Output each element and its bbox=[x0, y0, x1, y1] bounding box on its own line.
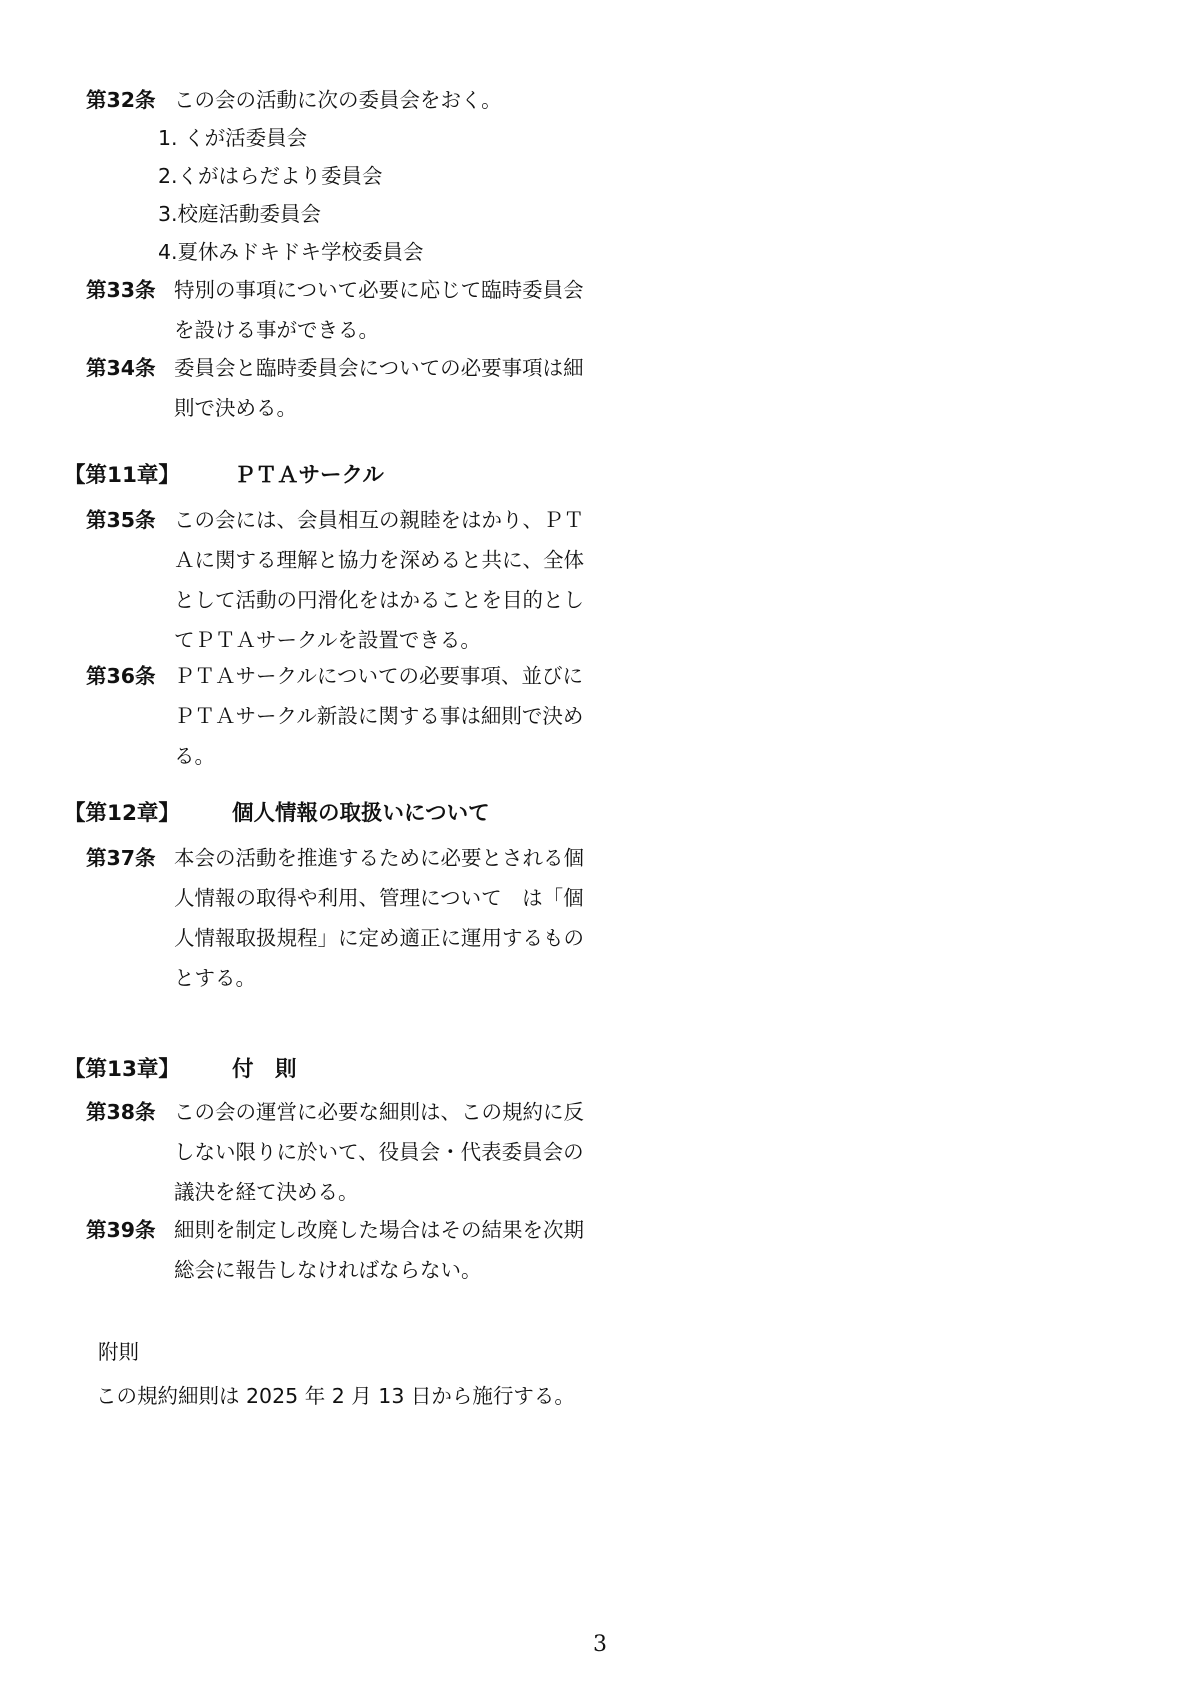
article-label: 第33条 bbox=[86, 278, 156, 302]
article-text bbox=[174, 1092, 606, 1212]
article-line: として活動の円滑化をはかることを目的とし bbox=[174, 588, 584, 612]
article-label: 第38条 bbox=[86, 1100, 156, 1124]
article-line: とする。 bbox=[174, 966, 256, 990]
article-38 bbox=[86, 1092, 606, 1212]
article-36 bbox=[86, 656, 606, 776]
committee-item: 1. くが活委員会 bbox=[158, 126, 308, 150]
article-line: 議決を経て決める。 bbox=[174, 1180, 359, 1204]
article-label: 第35条 bbox=[86, 508, 156, 532]
supplementary-text: この規約細則は 2025 年 2 月 13 日から施行する。 bbox=[96, 1384, 575, 1408]
article-line: 特別の事項について必要に応じて臨時委員会 bbox=[174, 278, 584, 302]
article-line: ＰＴＡサークルについての必要事項、並びに bbox=[174, 664, 583, 688]
chapter-title: ＰＴＡサークル bbox=[234, 463, 384, 488]
article-39 bbox=[86, 1210, 606, 1290]
article-32 bbox=[86, 80, 606, 120]
chapter-number: 【第11章】 bbox=[64, 463, 180, 488]
article-line: てＰＴＡサークルを設置できる。 bbox=[174, 628, 481, 652]
article-line: 則で決める。 bbox=[174, 396, 297, 420]
article-text bbox=[174, 270, 606, 350]
article-line: 本会の活動を推進するために必要とされる個 bbox=[174, 846, 584, 870]
article-text bbox=[174, 500, 606, 660]
chapter-number: 【第13章】 bbox=[64, 1057, 180, 1082]
article-line: この会の運営に必要な細則は、この規約に反 bbox=[174, 1100, 584, 1124]
article-label: 第36条 bbox=[86, 664, 156, 688]
chapter-11-heading bbox=[64, 456, 664, 496]
article-text bbox=[174, 1210, 606, 1290]
article-line: 総会に報告しなければならない。 bbox=[174, 1258, 482, 1282]
article-label: 第32条 bbox=[86, 88, 156, 112]
chapter-title: 個人情報の取扱いについて bbox=[232, 801, 490, 826]
article-line: この会の活動に次の委員会をおく。 bbox=[174, 88, 502, 112]
article-line: 委員会と臨時委員会についての必要事項は細 bbox=[174, 356, 584, 380]
article-line: ＰＴＡサークル新設に関する事は細則で決め bbox=[174, 704, 584, 728]
chapter-12-heading bbox=[64, 794, 664, 834]
article-label: 第37条 bbox=[86, 846, 156, 870]
article-label: 第34条 bbox=[86, 356, 156, 380]
committee-item: 2.くがはらだより委員会 bbox=[158, 164, 383, 188]
supplementary-heading: 附則 bbox=[98, 1340, 139, 1364]
article-line: 人情報取扱規程」に定め適正に運用するもの bbox=[174, 926, 584, 950]
article-line: しない限りに於いて、役員会・代表委員会の bbox=[174, 1140, 584, 1164]
article-line: この会には、会員相互の親睦をはかり、ＰＴ bbox=[174, 508, 584, 532]
article-33 bbox=[86, 270, 606, 350]
article-line: Ａに関する理解と協力を深めると共に、全体 bbox=[174, 548, 584, 572]
article-text bbox=[174, 838, 606, 998]
chapter-title: 付 則 bbox=[232, 1057, 297, 1082]
article-text bbox=[174, 348, 606, 428]
article-line: 人情報の取得や利用、管理について は「個 bbox=[174, 886, 584, 910]
article-text bbox=[174, 656, 606, 776]
page-number: 3 bbox=[593, 1632, 607, 1657]
chapter-number: 【第12章】 bbox=[64, 801, 180, 826]
article-35 bbox=[86, 500, 606, 660]
article-37 bbox=[86, 838, 606, 998]
article-line: る。 bbox=[174, 744, 215, 768]
committee-item: 4.夏休みドキドキ学校委員会 bbox=[158, 240, 424, 264]
article-label: 第39条 bbox=[86, 1218, 156, 1242]
article-line: 細則を制定し改廃した場合はその結果を次期 bbox=[174, 1218, 584, 1242]
article-line: を設ける事ができる。 bbox=[174, 318, 379, 342]
committee-item: 3.校庭活動委員会 bbox=[158, 202, 322, 226]
article-34 bbox=[86, 348, 606, 428]
chapter-13-heading bbox=[64, 1050, 664, 1090]
article-text bbox=[174, 80, 606, 120]
